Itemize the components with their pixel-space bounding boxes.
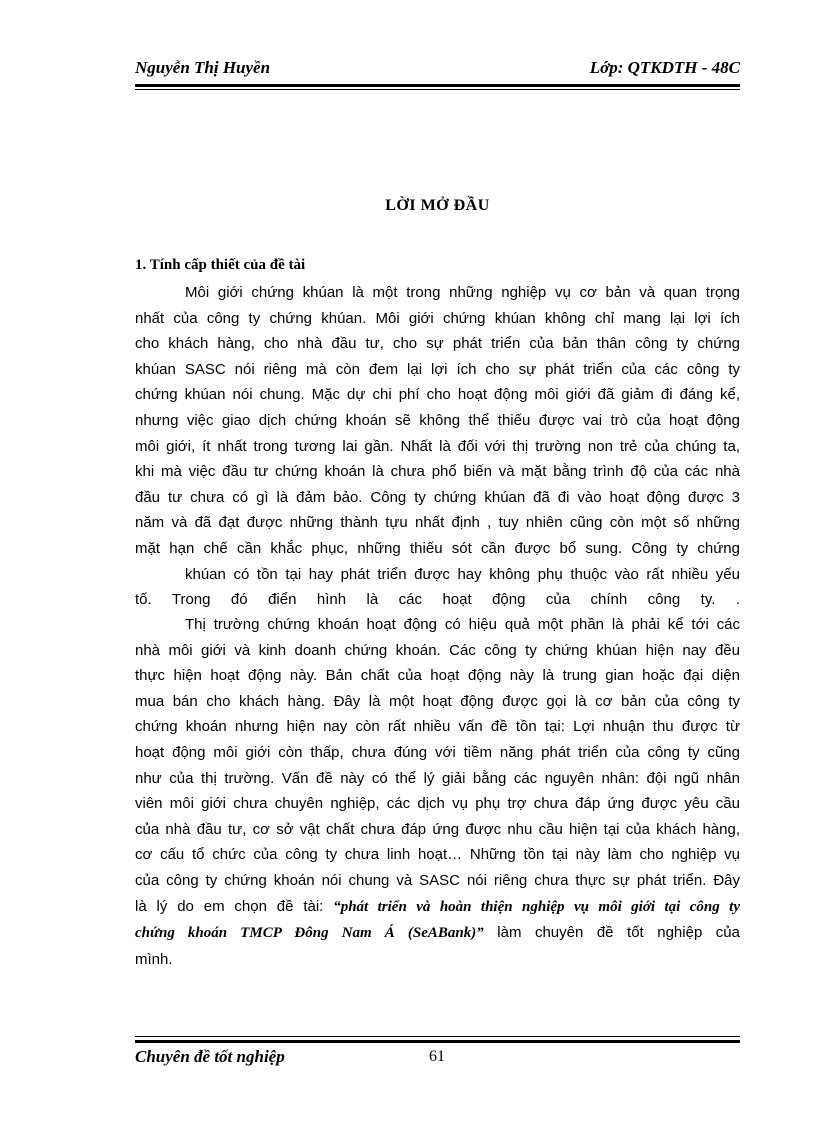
page-footer [135, 1047, 740, 1071]
paragraph-1 [135, 280, 740, 613]
footer-rule-thin [135, 1036, 740, 1037]
paragraph-line: khúan SASC nói riêng mà còn đem lại lợi ích cho sự phát triển của các công ty [135, 360, 740, 378]
page-title: LỜI MỞ ĐẦU [385, 197, 490, 214]
header-rule-thin [135, 89, 740, 90]
paragraph-line: như của thị trường. Vấn đề này có thể lý giải bằng các nguyên nhân: đội ngũ nhân [135, 769, 740, 787]
topic-lead: là lý do em chọn đề tài: [135, 897, 334, 915]
paragraph-line: chứng khoán nhưng hiện nay còn rất nhiều vấn đề tồn tại: Lợi nhuận thu được từ [135, 718, 740, 736]
paragraph-line [135, 920, 740, 947]
page-number: 61 [429, 1048, 445, 1065]
paragraph-line: thực hiện hoạt động này. Bản chất của hoạt động này là trung gian hoặc đại diện [135, 667, 740, 685]
paragraph-line: của công ty chứng khoán nói chung và SASC nói riêng chưa thực sự phát triển. Đây [135, 871, 740, 889]
paragraph-line: cho khách hàng, cho nhà đầu tư, cho sự phát triển của bản thân công ty chứng [135, 335, 740, 353]
paragraph-line: cơ cấu tổ chức của công ty chưa linh hoạt… Những tồn tại này làm cho nghiệp vụ [135, 846, 740, 864]
paragraph-line: đầu tư chưa có gì là đảm bảo. Công ty chứng khúan đã đi vào hoạt động được 3 [135, 488, 740, 506]
paragraph-line: Môi giới chứng khúan là một trong những nghiệp vụ cơ bản và quan trọng [185, 284, 740, 301]
paragraph-line: mình. [135, 950, 173, 968]
paragraph-line: khi mà việc đầu tư chứng khoán là chưa phổ biến và mặt bằng trình độ của các nhà [135, 463, 740, 481]
page-header [135, 58, 740, 82]
author-name: Nguyễn Thị Huyền [135, 58, 271, 77]
paragraph-line: môi giới, ít nhất trong tương lai gần. Nhất là đối với thị trường non trẻ của chúng ta, [135, 437, 740, 455]
paragraph-line: tố. Trong đó điển hình là các hoạt động của chính công ty. . [135, 591, 740, 609]
paragraph-line [135, 894, 740, 921]
topic-title-part1: “phát triển và hoàn thiện nghiệp vụ môi giới tại công ty [333, 898, 740, 915]
paragraph-line: mua bán cho khách hàng. Đây là một hoạt động được gọi là cơ bản của công ty [135, 692, 740, 710]
paragraph-line: hoạt động môi giới còn thấp, chưa đúng với tiềm năng phát triển của công ty cũng [135, 743, 740, 761]
paragraph-line: nhà môi giới và kinh doanh chứng khoán. Các công ty chứng khúan hiện nay đều [135, 641, 740, 659]
paragraph-line: mặt hạn chế cần khắc phục, những thiếu sót cần được bổ sung. Công ty chứng [135, 539, 740, 557]
paragraph-line: viên môi giới chưa chuyên nghiệp, các dịch vụ phụ trợ chưa đáp ứng được yêu cầu [135, 795, 740, 813]
paragraph-line: nhất của công ty chứng khúan. Môi giới chứng khúan không chỉ mang lại lợi ích [135, 309, 740, 327]
footer-label: Chuyên đề tốt nghiệp [135, 1047, 285, 1066]
paragraph-line: năm và đã đạt được những thành tựu nhất định , tuy nhiên cũng còn một số những [135, 514, 740, 532]
paragraph-line: nhưng việc giao dịch chứng khoán sẽ không thể thiếu được vai trò của hoạt động [135, 411, 740, 429]
paragraph-line: chứng khúan nói chung. Mặc dự chi phí cho hoạt động môi giới đã giảm đi đáng kể, [135, 386, 740, 404]
paragraph-2 [135, 612, 740, 972]
class-label: Lớp: QTKDTH - 48C [589, 58, 740, 77]
header-rule-thick [135, 84, 740, 87]
topic-after: làm chuyên đề tốt nghiệp của [483, 924, 740, 942]
paragraph-line: của nhà đầu tư, cơ sở vật chất chưa đáp ứng được nhu cầu hiện tại của khách hàng, [135, 820, 740, 838]
topic-title-part2: chứng khoán TMCP Đông Nam Á (SeABank)” [135, 925, 484, 942]
footer-rule-thick [135, 1040, 740, 1043]
paragraph-line: khúan có tồn tại hay phát triển được hay không phụ thuộc vào rất nhiều yếu [185, 565, 740, 583]
section-heading: 1. Tính cấp thiết của đề tài [135, 257, 306, 273]
paragraph-line: Thị trường chứng khoán hoạt động có hiệu quả một phần là phải kể tới các [185, 616, 740, 633]
